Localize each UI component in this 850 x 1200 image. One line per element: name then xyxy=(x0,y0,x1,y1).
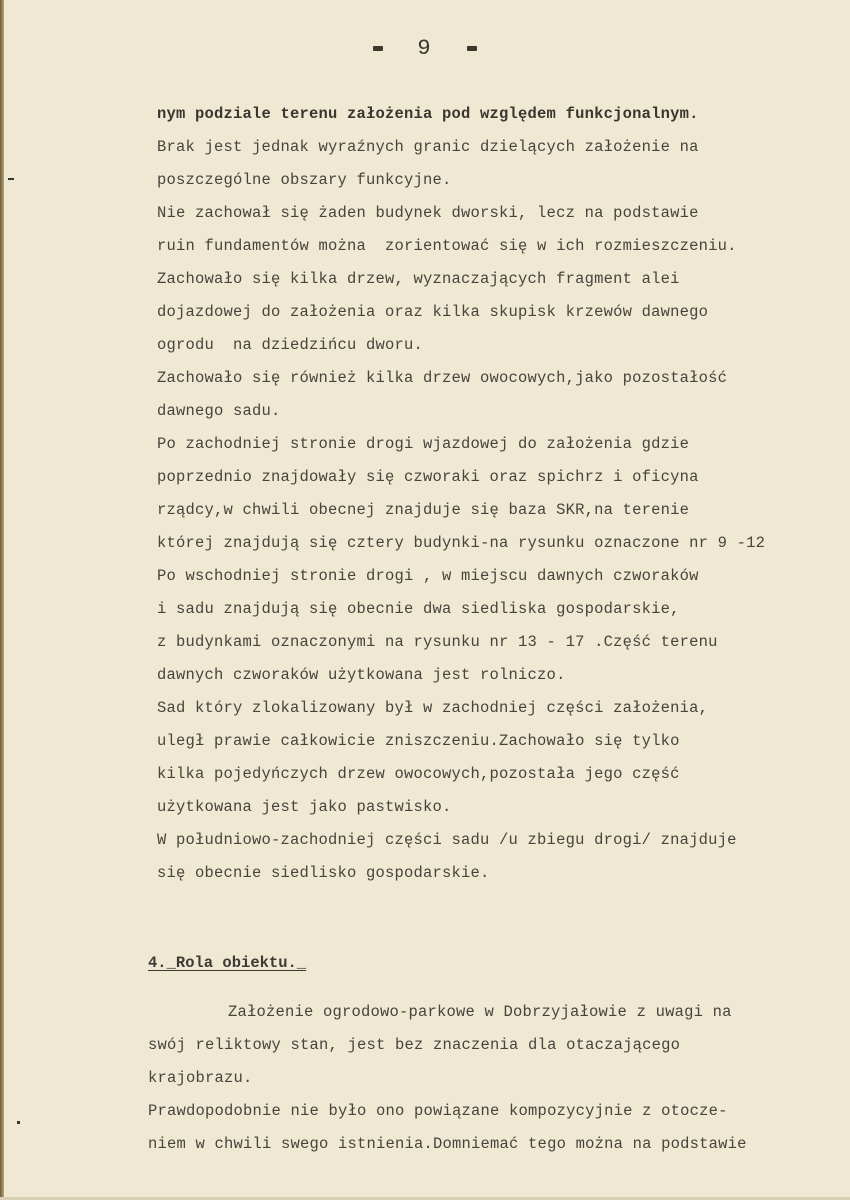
page-number xyxy=(0,36,850,61)
text-line: Brak jest jednak wyraźnych granic dzielących założenie na xyxy=(157,138,699,156)
text-line: Sad który zlokalizowany był w zachodniej części założenia, xyxy=(157,699,709,717)
text-line: Zachowało się kilka drzew, wyznaczających fragment alei xyxy=(157,270,680,288)
text-line: i sadu znajdują się obecnie dwa siedliska gospodarskie, xyxy=(157,600,680,618)
text-line: dojazdowej do założenia oraz kilka skupisk krzewów dawnego xyxy=(157,303,709,321)
text-line: Nie zachował się żaden budynek dworski, lecz na podstawie xyxy=(157,204,699,222)
margin-mark xyxy=(8,178,14,180)
page-number-value: 9 xyxy=(417,36,433,61)
margin-dot xyxy=(17,1121,20,1124)
text-line: nym podziale terenu założenia pod względem funkcjonalnym. xyxy=(157,105,699,123)
text-line: poszczególne obszary funkcyjne. xyxy=(157,171,452,189)
text-line: Założenie ogrodowo-parkowe w Dobrzyjałowie z uwagi na xyxy=(228,1003,732,1021)
text-line: uległ prawie całkowicie zniszczeniu.Zachowało się tylko xyxy=(157,732,680,750)
section-body xyxy=(148,996,828,1161)
text-line: Zachowało się również kilka drzew owocowych,jako pozostałość xyxy=(157,369,728,387)
dash-left xyxy=(373,46,383,51)
text-line: Po zachodniej stronie drogi wjazdowej do założenia gdzie xyxy=(157,435,690,453)
section-heading: 4._Rola obiektu._ xyxy=(148,954,307,972)
text-line: ruin fundamentów można zorientować się w ich rozmieszczeniu. xyxy=(157,237,737,255)
text-line: niem w chwili swego istnienia.Domniemać tego można na podstawie xyxy=(148,1135,747,1153)
text-line: ogrodu na dziedzińcu dworu. xyxy=(157,336,424,354)
text-line: dawnych czworaków użytkowana jest rolniczo. xyxy=(157,666,566,684)
text-line: z budynkami oznaczonymi na rysunku nr 13 - 17 .Część terenu xyxy=(157,633,718,651)
text-line: się obecnie siedlisko gospodarskie. xyxy=(157,864,490,882)
text-line: poprzednio znajdowały się czworaki oraz spichrz i oficyna xyxy=(157,468,699,486)
text-line: swój reliktowy stan, jest bez znaczenia dla otaczającego xyxy=(148,1036,681,1054)
text-line: użytkowana jest jako pastwisko. xyxy=(157,798,452,816)
text-line: rządcy,w chwili obecnej znajduje się baza SKR,na terenie xyxy=(157,501,690,519)
page-edge xyxy=(0,0,4,1200)
text-line: kilka pojedyńczych drzew owocowych,pozostała jego część xyxy=(157,765,680,783)
text-line: krajobrazu. xyxy=(148,1069,253,1087)
dash-right xyxy=(467,46,477,51)
text-line: Po wschodniej stronie drogi , w miejscu dawnych czworaków xyxy=(157,567,699,585)
text-line: dawnego sadu. xyxy=(157,402,281,420)
text-line: Prawdopodobnie nie było ono powiązane kompozycyjnie z otocze- xyxy=(148,1102,728,1120)
text-line: której znajdują się cztery budynki-na rysunku oznaczone nr 9 -12 xyxy=(157,534,766,552)
text-line: W południowo-zachodniej części sadu /u zbiegu drogi/ znajduje xyxy=(157,831,737,849)
body-text xyxy=(157,98,837,890)
